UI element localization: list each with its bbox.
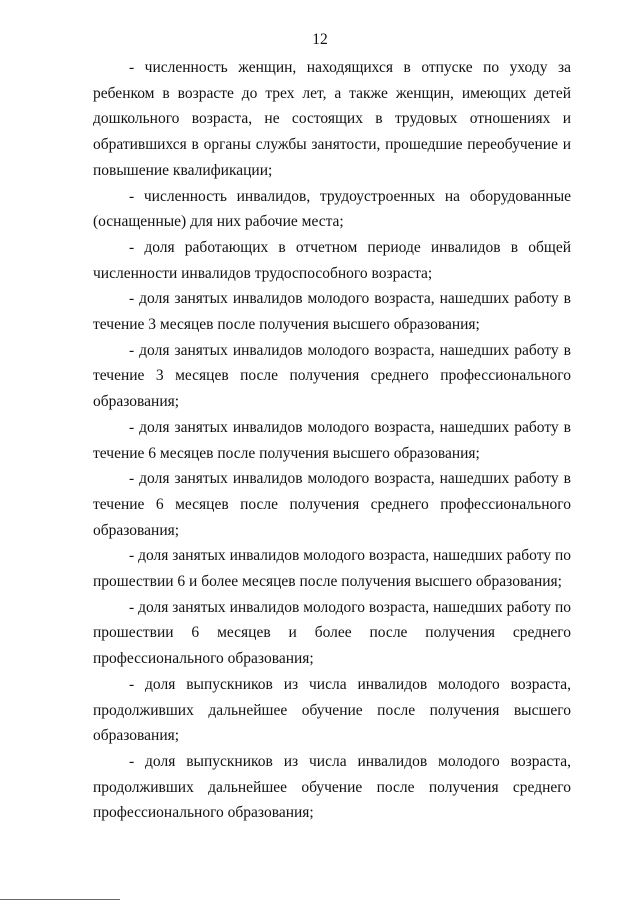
page-number: 12 bbox=[312, 31, 328, 48]
list-item-3-months-vocational-education: - доля занятых инвалидов молодого возраста, нашедших работу в течение 3 месяцев после получения среднего профессионального образования; bbox=[93, 341, 571, 411]
list-item-women-retraining: - численность женщин, находящихся в отпуске по уходу за ребенком в возрасте до трех лет, а также женщин, имеющих детей дошкольного возраста, не состоящих в трудовых отношениях и обратившихся в органы службы занятости, прошедшие переобучение и повышение квалификации; bbox=[93, 59, 571, 179]
list-item-after-6-months-higher-education: - доля занятых инвалидов молодого возраста, нашедших работу по прошествии 6 и более месяцев после получения высшего образования; bbox=[93, 547, 571, 591]
list-item-graduates-further-study-higher: - доля выпускников из числа инвалидов молодого возраста, продолживших дальнейшее обучение после получения высшего образования; bbox=[93, 675, 571, 745]
list-item-6-months-higher-education: - доля занятых инвалидов молодого возраста, нашедших работу в течение 6 месяцев после получения высшего образования; bbox=[93, 418, 571, 462]
list-item-working-disabled-share: - доля работающих в отчетном периоде инвалидов в общей численности инвалидов трудоспособного возраста; bbox=[93, 238, 571, 282]
footer-divider bbox=[0, 899, 120, 900]
list-item-6-months-vocational-education: - доля занятых инвалидов молодого возраста, нашедших работу в течение 6 месяцев после получения среднего профессионального образования; bbox=[93, 470, 571, 539]
list-item-3-months-higher-education: - доля занятых инвалидов молодого возраста, нашедших работу в течение 3 месяцев после получения высшего образования; bbox=[93, 290, 571, 334]
list-item-disabled-equipped-jobs: - численность инвалидов, трудоустроенных на оборудованные (оснащенные) для них рабочие места; bbox=[93, 187, 571, 231]
document-body bbox=[93, 55, 571, 826]
list-item-graduates-further-study-vocational: - доля выпускников из числа инвалидов молодого возраста, продолживших дальнейшее обучение после получения среднего профессионального образования; bbox=[93, 752, 571, 822]
list-item-after-6-months-vocational-education: - доля занятых инвалидов молодого возраста, нашедших работу по прошествии 6 месяцев и более после получения среднего профессионального образования; bbox=[93, 598, 571, 668]
